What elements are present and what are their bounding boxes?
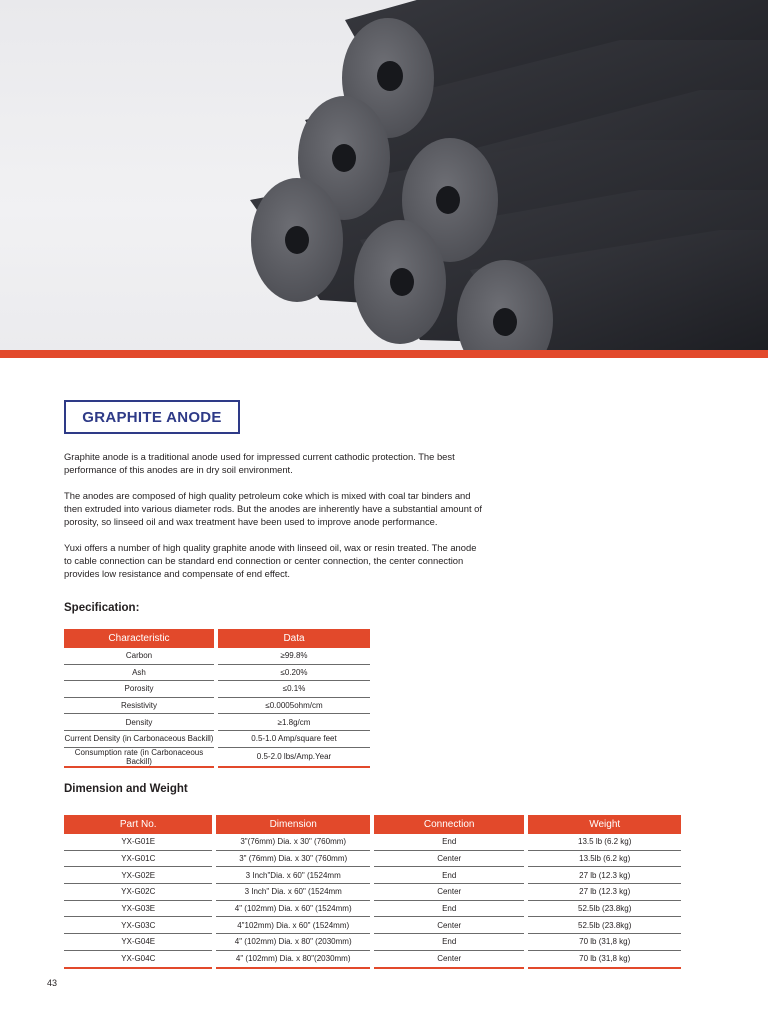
spec-heading: Specification:	[64, 602, 140, 614]
weight: 13.5 lb (6.2 kg)	[528, 834, 681, 851]
graphite-anodes-illustration	[0, 0, 768, 350]
dimension: 4"102mm) Dia. x 60" (1524mm)	[216, 917, 369, 934]
part-no: YX-G03E	[64, 901, 212, 918]
spec-characteristic: Ash	[64, 665, 214, 682]
spec-value: ≤0.1%	[218, 681, 370, 698]
weight: 70 lb (31,8 kg)	[528, 951, 681, 969]
weight: 13.5lb (6.2 kg)	[528, 851, 681, 868]
spec-col-header: Data	[218, 629, 370, 648]
connection: Center	[374, 884, 524, 901]
page-number: 43	[47, 978, 58, 988]
spec-value: 0.5-2.0 lbs/Amp.Year	[218, 748, 370, 768]
spec-value: 0.5-1.0 Amp/square feet	[218, 731, 370, 748]
dim-col-header: Weight	[528, 815, 681, 834]
table-row	[64, 934, 681, 951]
table-row	[64, 698, 370, 715]
table-row	[64, 884, 681, 901]
connection: Center	[374, 917, 524, 934]
paragraph: The anodes are composed of high quality petroleum coke which is mixed with coal tar binders and then extruded into various diameter rods. But the anodes are inherently have a substantial amount of porosity, so linseed oil and wax treatment have been used to improve anode performance.	[64, 490, 482, 527]
page-title-text: GRAPHITE ANODE	[82, 408, 222, 426]
part-no: YX-G04C	[64, 951, 212, 969]
weight: 27 lb (12.3 kg)	[528, 867, 681, 884]
part-no: YX-G04E	[64, 934, 212, 951]
weight: 52.5lb (23.8kg)	[528, 901, 681, 918]
part-no: YX-G01C	[64, 851, 212, 868]
table-row	[64, 951, 681, 969]
weight: 52.5lb (23.8kg)	[528, 917, 681, 934]
page-title	[64, 400, 240, 434]
spec-value: ≤0.20%	[218, 665, 370, 682]
table-row	[64, 731, 370, 748]
spec-characteristic: Current Density (in Carbonaceous Backill)	[64, 731, 214, 748]
paragraph: Graphite anode is a traditional anode used for impressed current cathodic protection. The best performance of this anodes are in dry soil environment.	[64, 451, 455, 475]
spec-header-row	[64, 629, 370, 648]
connection: Center	[374, 951, 524, 969]
connection: End	[374, 901, 524, 918]
spec-characteristic: Resistivity	[64, 698, 214, 715]
spec-col-header: Characteristic	[64, 629, 214, 648]
connection: Center	[374, 851, 524, 868]
connection: End	[374, 934, 524, 951]
dimension: 3 Inch" Dia. x 60" (1524mm	[216, 884, 369, 901]
table-row	[64, 648, 370, 665]
spec-characteristic: Carbon	[64, 648, 214, 665]
accent-divider	[0, 350, 768, 358]
dimension: 4" (102mm) Dia. x 80" (2030mm)	[216, 934, 369, 951]
table-row	[64, 681, 370, 698]
hero-photo	[0, 0, 768, 350]
spec-value: ≤0.0005ohm/cm	[218, 698, 370, 715]
table-row	[64, 917, 681, 934]
dimension-table	[64, 815, 681, 969]
description	[64, 450, 486, 593]
part-no: YX-G03C	[64, 917, 212, 934]
dim-header-row	[64, 815, 681, 834]
dimension: 4" (102mm) Dia. x 80"(2030mm)	[216, 951, 369, 969]
table-row	[64, 834, 681, 851]
connection: End	[374, 834, 524, 851]
table-row	[64, 851, 681, 868]
table-row	[64, 665, 370, 682]
rod-end-low-mid	[354, 220, 446, 344]
table-row	[64, 901, 681, 918]
connection: End	[374, 867, 524, 884]
spec-table	[64, 629, 370, 768]
paragraph: Yuxi offers a number of high quality graphite anode with linseed oil, wax or resin treated. The anode to cable connection can be standard end connection or center connection, the center connection provides low resistance and compensate of end effect.	[64, 542, 477, 579]
weight: 27 lb (12.3 kg)	[528, 884, 681, 901]
spec-characteristic: Porosity	[64, 681, 214, 698]
dimension: 3" (76mm) Dia. x 30" (760mm)	[216, 851, 369, 868]
dimension-heading: Dimension and Weight	[64, 783, 188, 795]
dimension: 3 Inch"Dia. x 60" (1524mm	[216, 867, 369, 884]
part-no: YX-G02E	[64, 867, 212, 884]
spec-value: ≥1.8g/cm	[218, 714, 370, 731]
spec-characteristic: Consumption rate (in Carbonaceous Backill)	[64, 748, 214, 768]
dimension: 4" (102mm) Dia. x 60" (1524mm)	[216, 901, 369, 918]
dim-col-header: Connection	[374, 815, 524, 834]
rod-end-low-left	[251, 178, 343, 302]
table-row	[64, 867, 681, 884]
spec-characteristic: Density	[64, 714, 214, 731]
weight: 70 lb (31,8 kg)	[528, 934, 681, 951]
table-row	[64, 748, 370, 768]
dim-col-header: Dimension	[216, 815, 369, 834]
table-row	[64, 714, 370, 731]
part-no: YX-G01E	[64, 834, 212, 851]
spec-value: ≥99.8%	[218, 648, 370, 665]
part-no: YX-G02C	[64, 884, 212, 901]
dimension: 3"(76mm) Dia. x 30" (760mm)	[216, 834, 369, 851]
dim-col-header: Part No.	[64, 815, 212, 834]
